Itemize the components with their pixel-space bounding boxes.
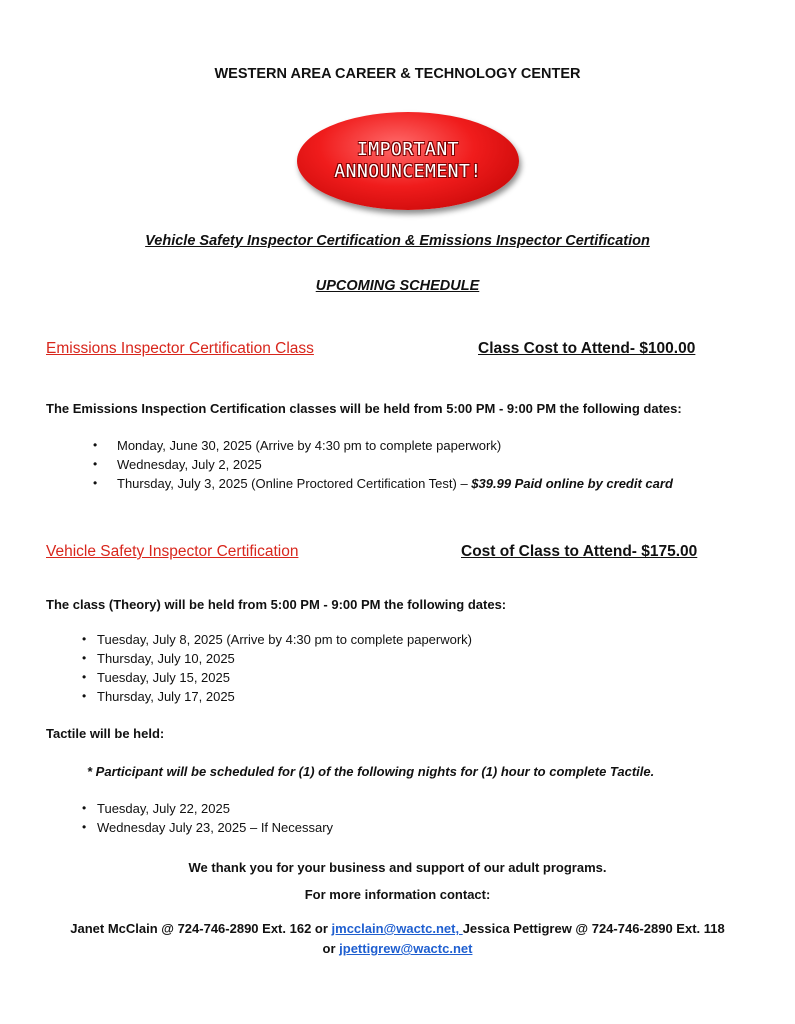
email-link-jmcclain[interactable]: jmcclain@wactc.net, xyxy=(331,921,463,936)
list-item xyxy=(82,818,334,837)
thanks-message: We thank you for your business and support of our adult programs. xyxy=(188,860,607,875)
organization-name: WESTERN AREA CAREER & TECHNOLOGY CENTER xyxy=(214,66,581,82)
badge-line-1: IMPORTANT xyxy=(356,138,460,160)
safety-intro: The class (Theory) will be held from 5:00 PM - 9:00 PM the following dates: xyxy=(46,597,507,612)
list-item xyxy=(82,668,472,687)
tactile-note: * Participant will be scheduled for (1) of the following nights for (1) hour to complete Tactile. xyxy=(87,764,655,779)
safety-date-list xyxy=(82,630,473,706)
emissions-intro: The Emissions Inspection Certification classes will be held from 5:00 PM - 9:00 PM the following dates: xyxy=(46,401,682,416)
bullet-icon: • xyxy=(82,801,87,815)
tactile-date-list xyxy=(82,799,334,837)
email-link-jpettigrew[interactable]: jpettigrew@wactc.net xyxy=(339,941,473,956)
emissions-cost: Class Cost to Attend- $100.00 xyxy=(478,340,696,357)
bullet-icon: • xyxy=(82,820,87,834)
contact-info xyxy=(0,919,795,959)
emissions-date-list xyxy=(93,436,673,493)
list-item xyxy=(93,455,673,474)
date-text: Wednesday, July 2, 2025 xyxy=(117,457,262,472)
contact-line-1 xyxy=(0,919,795,939)
date-text: Thursday, July 3, 2025 (Online Proctored Certification Test) – xyxy=(117,476,472,491)
more-info-label: For more information contact: xyxy=(304,887,491,902)
date-text: Tuesday, July 15, 2025 xyxy=(97,670,230,685)
bullet-icon: • xyxy=(82,670,87,684)
important-announcement-badge xyxy=(297,112,519,210)
document-subtitle: Vehicle Safety Inspector Certification & Emissions Inspector Certification xyxy=(145,233,650,249)
contact-jessica: Jessica Pettigrew @ 724-746-2890 Ext. 118 xyxy=(462,921,725,936)
safety-cost: Cost of Class to Attend- $175.00 xyxy=(461,543,698,560)
emissions-section-title: Emissions Inspector Certification Class xyxy=(46,340,314,357)
bullet-icon: • xyxy=(82,632,87,646)
date-text: Thursday, July 17, 2025 xyxy=(97,689,235,704)
date-text: Wednesday July 23, 2025 – If Necessary xyxy=(97,820,334,835)
list-item xyxy=(93,436,673,455)
list-item xyxy=(82,799,333,818)
date-text: Monday, June 30, 2025 (Arrive by 4:30 pm to complete paperwork) xyxy=(117,438,502,453)
test-fee: $39.99 Paid online by credit card xyxy=(471,476,673,491)
date-text: Tuesday, July 22, 2025 xyxy=(97,801,230,816)
list-item xyxy=(82,630,473,649)
contact-line-2 xyxy=(0,939,795,959)
contact-janet: Janet McClain @ 724-746-2890 Ext. 162 or xyxy=(70,921,332,936)
bullet-icon: • xyxy=(82,689,87,703)
date-text: Tuesday, July 8, 2025 (Arrive by 4:30 pm to complete paperwork) xyxy=(97,632,473,647)
schedule-heading: UPCOMING SCHEDULE xyxy=(315,278,480,294)
list-item xyxy=(82,649,472,668)
bullet-icon: • xyxy=(93,438,98,452)
bullet-icon: • xyxy=(93,457,98,471)
tactile-heading: Tactile will be held: xyxy=(46,726,165,741)
safety-section-title: Vehicle Safety Inspector Certification xyxy=(46,543,299,560)
bullet-icon: • xyxy=(93,476,98,490)
list-item xyxy=(93,474,673,493)
date-text: Thursday, July 10, 2025 xyxy=(97,651,235,666)
badge-line-2: ANNOUNCEMENT! xyxy=(334,161,482,182)
list-item xyxy=(82,687,472,706)
or-text: or xyxy=(322,941,340,956)
bullet-icon: • xyxy=(82,651,87,665)
